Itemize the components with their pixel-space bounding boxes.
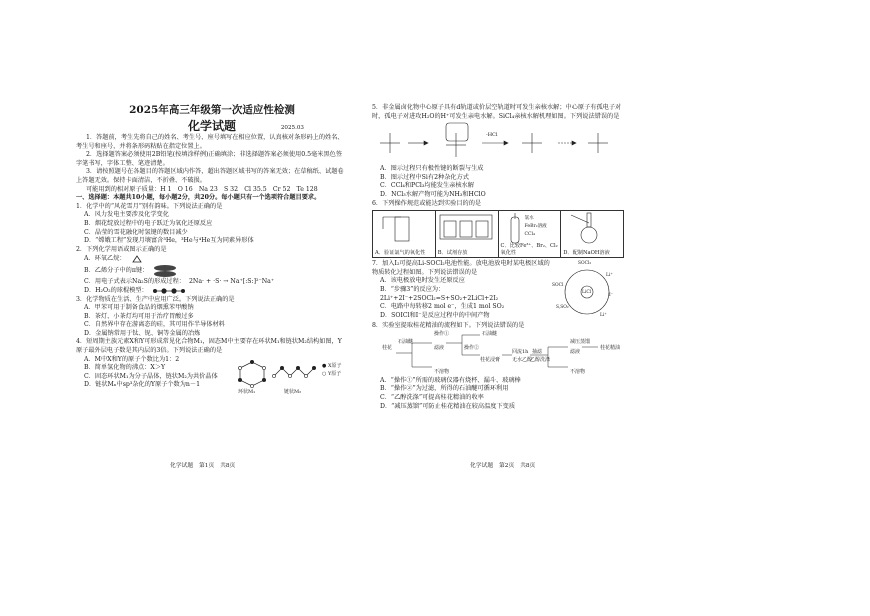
flow-node-4: 滤液 — [434, 344, 445, 351]
flow-node-16: 不溶物 — [570, 368, 586, 375]
q6-panel-c — [499, 211, 562, 257]
q4-options — [76, 356, 218, 396]
flow-node-8: 回流1h — [512, 348, 529, 355]
instruction-1: 1．答题前，考生先将自己的姓名、考生号、座号填写在相应位置，认真核对条形码上的姓名、考生号和座号，并将条形码粘贴在指定位置上。 — [76, 134, 344, 150]
q8-option-b: B．“操作②”为过滤，所得的石油醚可循环利用 — [380, 385, 509, 393]
flow-node-13: 减压蒸馏 — [570, 338, 591, 345]
q4-option-b: B．简单氢化物的沸点：X＞Y — [84, 364, 166, 372]
q5-stem: 5．非金属卤化物中心原子具有d轨道或价层空轨道时可发生亲核水解；中心原子有孤电子对时，孤电子对进攻H₂O的H⁺可发生亲电水解。SiCl₄亲核水解机理如图。下列说法错误的是 — [372, 104, 622, 120]
epoxide-structure-icon — [130, 254, 144, 264]
q4-stem: 4．短周期主族元素X和Y可形成常见化合物M₁，固态M中主要存在环状M₁和链状M₂结构如图，Y原子最外层电子数是其内层的3倍。下列说法正确的是 — [76, 338, 342, 355]
q6-c-reagent-2: FeBr₂溶液 — [524, 224, 547, 230]
q6-label-b: B．试剂存放 — [437, 249, 468, 256]
flow-node-2: 石油醚 — [398, 338, 414, 345]
q4-option-c: C．固态环状M₁为分子晶体，链状M₂为共价晶体 — [84, 372, 218, 380]
q7-option-c: C．电路中每转移2 mol e⁻，生成1 mol SO₂ — [380, 303, 505, 311]
q5-option-c: C．CCl₄和PCl₃均能发生亲核水解 — [380, 182, 474, 190]
exam-subtitle — [76, 119, 348, 134]
q7-text — [372, 260, 552, 322]
q3-stem: 3．化学物质在生活、生产中应用广泛。下列说法正确的是 — [76, 295, 235, 303]
q7-stem: 7．加入I₂可提高Li-SOCl₂电池性能。放电池放电时某电极区域的物质转化过程如图。下列说法错误的是 — [372, 260, 550, 276]
volumetric-flask-icon — [561, 211, 621, 245]
left-page — [76, 104, 348, 396]
q8-option-a: A．“操作①”所需的玻璃仪器有烧杯、漏斗、玻璃棒 — [380, 376, 521, 384]
q6-panel-b — [436, 211, 499, 257]
q5-step-label: -HCl — [486, 132, 498, 139]
q5-option-b: B．图示过程中Si有2种杂化方式 — [380, 173, 469, 181]
exam-date: 2025.03 — [280, 125, 304, 131]
flow-node-9: 无水乙醇 — [512, 356, 533, 363]
q1-option-d: D．“嫦娥工程”发现月壤富含³He，³He与⁴He互为同素异形体 — [84, 237, 254, 245]
subject-name: 化学试题 — [187, 119, 236, 133]
flow-node-5: 石油醚 — [482, 330, 498, 337]
q2-option-d: D．H₂O₂的球棍模型： — [84, 286, 148, 294]
q5-option-a: A．图示过程只有极性键的断裂与生成 — [380, 165, 484, 173]
cycle-label-1: SOCl₂ — [578, 261, 592, 267]
atomic-masses: 可能用到的相对原子质量：H 1 O 16 Na 23 S 32 Cl 35.5 Cr 52 Te 128 — [86, 185, 318, 193]
q1-stem: 1．化学中的“风花雪月”别有韵味。下列说法正确的是 — [76, 202, 223, 210]
chlorine-apparatus-icon — [373, 211, 433, 245]
page-1-footer: 化学试题 第1页 共8页 — [170, 463, 236, 469]
flow-node-14: 桂花精油 — [600, 344, 621, 351]
section-heading: 一、选择题：本题共10小题，每小题2分，共20分。每小题只有一个选项符合题目要求。 — [76, 194, 321, 202]
q7-option-b: B．“步骤3”的反应为：2Li⁺+2I⁻+2SOCl₂=S+SO₂+2LiCl+2I₂ — [380, 285, 499, 302]
instruction-2: 2．选择题答案必须使用2B铅笔(按填涂样例)正确填涂；非选择题答案必须使用0.5毫米黑色签字笔书写，字体工整、笔迹清楚。 — [76, 151, 343, 167]
q2-option-a: A．环氧乙烷： — [84, 255, 126, 263]
q7-option-a: A．该电极放电时发生还原反应 — [380, 277, 465, 285]
cycle-label-6: LiCl — [582, 290, 592, 296]
q1-option-b: B．烟花绽放过程中的电子跃迁为氧化还原反应 — [84, 219, 213, 227]
q5-mechanism-figure — [372, 121, 632, 165]
flow-node-1: 桂花 — [382, 344, 393, 351]
q6-label-d: D．配制NaOH溶液 — [563, 249, 610, 256]
q6-label-a: A．验证氯气的氧化性 — [375, 249, 426, 256]
q7-option-d: D．SOICl和I⁻是反应过程中的中间产物 — [380, 311, 490, 319]
q6-panel-a — [373, 211, 436, 257]
page-2-footer: 化学试题 第2页 共8页 — [470, 463, 536, 469]
q7-block — [372, 260, 632, 322]
q2-option-a-row — [84, 254, 348, 264]
ring-label: 环状M₁ — [238, 388, 256, 395]
sicl4-hydrolysis-mechanism-icon — [372, 121, 622, 165]
legend-y: ○ Y原子 — [322, 370, 342, 377]
cycle-label-3: SOCl — [552, 283, 564, 289]
cycle-label-2: Li⁺ — [606, 273, 613, 279]
q4-structure-figure — [238, 356, 348, 396]
q8-stem: 8．实验室提取桂花精油的流程如下。下列说法错误的是 — [372, 322, 525, 330]
q7-cycle-figure — [552, 260, 622, 322]
q1-option-a: A．风力发电主要涉及化学变化 — [84, 211, 169, 219]
reagent-shelf-icon — [436, 211, 496, 245]
q2-option-c: C．用电子式表示Na₂S的形成过程： — [84, 278, 185, 286]
cycle-label-7: Li⁺ — [600, 313, 607, 319]
instruction-3: 3．请按照题号在各题目的答题区域内作答，超出答题区域书写的答案无效；在草稿纸、试题卷上答题无效。保持卡面清洁，不折叠、不破损。 — [76, 168, 344, 184]
right-page — [372, 104, 632, 411]
pi-bond-orbital-icon — [152, 264, 178, 278]
q4-option-a: A．M中X和Y的原子个数比为1：2 — [84, 355, 180, 363]
q2-option-c-row — [84, 278, 348, 287]
q2-stem: 2．下列化学用语或图示正确的是 — [76, 245, 167, 253]
legend-x: ● X原子 — [322, 362, 342, 369]
q6-panel-d — [561, 211, 623, 257]
q3-option-b: B．茶灯、小茶灯均可用于治疗胃酸过多 — [84, 312, 194, 320]
q2-option-b: B．乙烯分子中的π键： — [84, 267, 149, 275]
q4-block — [76, 356, 348, 396]
q2-option-d-row — [84, 287, 348, 296]
cycle-label-5: S,SO₂ — [556, 305, 569, 311]
q2-option-b-row — [84, 264, 348, 278]
cycle-label-4: I⁻ — [609, 293, 614, 299]
q3-option-c: C．自然界中存在游离态的硅，其可用作半导体材料 — [84, 321, 225, 329]
q4-option-d: D．链状Mₙ中sp³杂化的Y原子个数为n－1 — [84, 381, 201, 389]
q6-c-reagent-3: CCl₄ — [524, 232, 535, 238]
q6-apparatus-panels — [372, 210, 624, 258]
q6-stem: 6．下列操作规范或能达到实验目的的是 — [372, 199, 482, 207]
q8-flowchart — [372, 331, 632, 377]
q5-option-d: D．NCl₃水解产物可能为NH₃和HClO — [380, 190, 486, 198]
h2o2-ball-stick-icon — [152, 287, 186, 295]
q6-c-reagent-1: 氯水 — [524, 216, 534, 222]
q3-option-a: A．甲苯可用于制备食品的烟熏苯甲酸钠 — [84, 304, 194, 312]
flow-node-12: 滤液 — [570, 348, 581, 355]
flow-node-15: 不溶物 — [434, 368, 450, 375]
q1-option-c: C．晶莹的雪花融化时氢键的数目减少 — [84, 228, 188, 236]
chain-label: 链状M₂ — [284, 388, 302, 395]
flow-node-7: 桂花浸膏 — [480, 356, 501, 363]
flow-node-6: 操作② — [464, 344, 480, 351]
q6-label-c: C．比较Fe³⁺、Br₂、Cl₂氧化性 — [500, 243, 558, 256]
flow-node-3: 操作① — [434, 330, 450, 337]
flow-node-10: 抽滤 — [532, 348, 543, 355]
na2s-formation: 2Na· + ·S· → Na⁺[:S:]²⁻Na⁺ — [189, 278, 275, 286]
q8-option-c: C．“乙醇洗涤”可提高桂花精油的收率 — [380, 393, 484, 401]
flow-node-11: 乙醇洗涤 — [530, 356, 551, 363]
exam-title: 2025年高三年级第一次适应性检测 — [129, 104, 295, 116]
q8-option-d: D．“减压蒸馏”可防止桂花精油在较高温度下变质 — [380, 402, 516, 410]
q3-option-d: D．金属钠常用于钛、铌、铜等金属的冶炼 — [84, 329, 201, 337]
